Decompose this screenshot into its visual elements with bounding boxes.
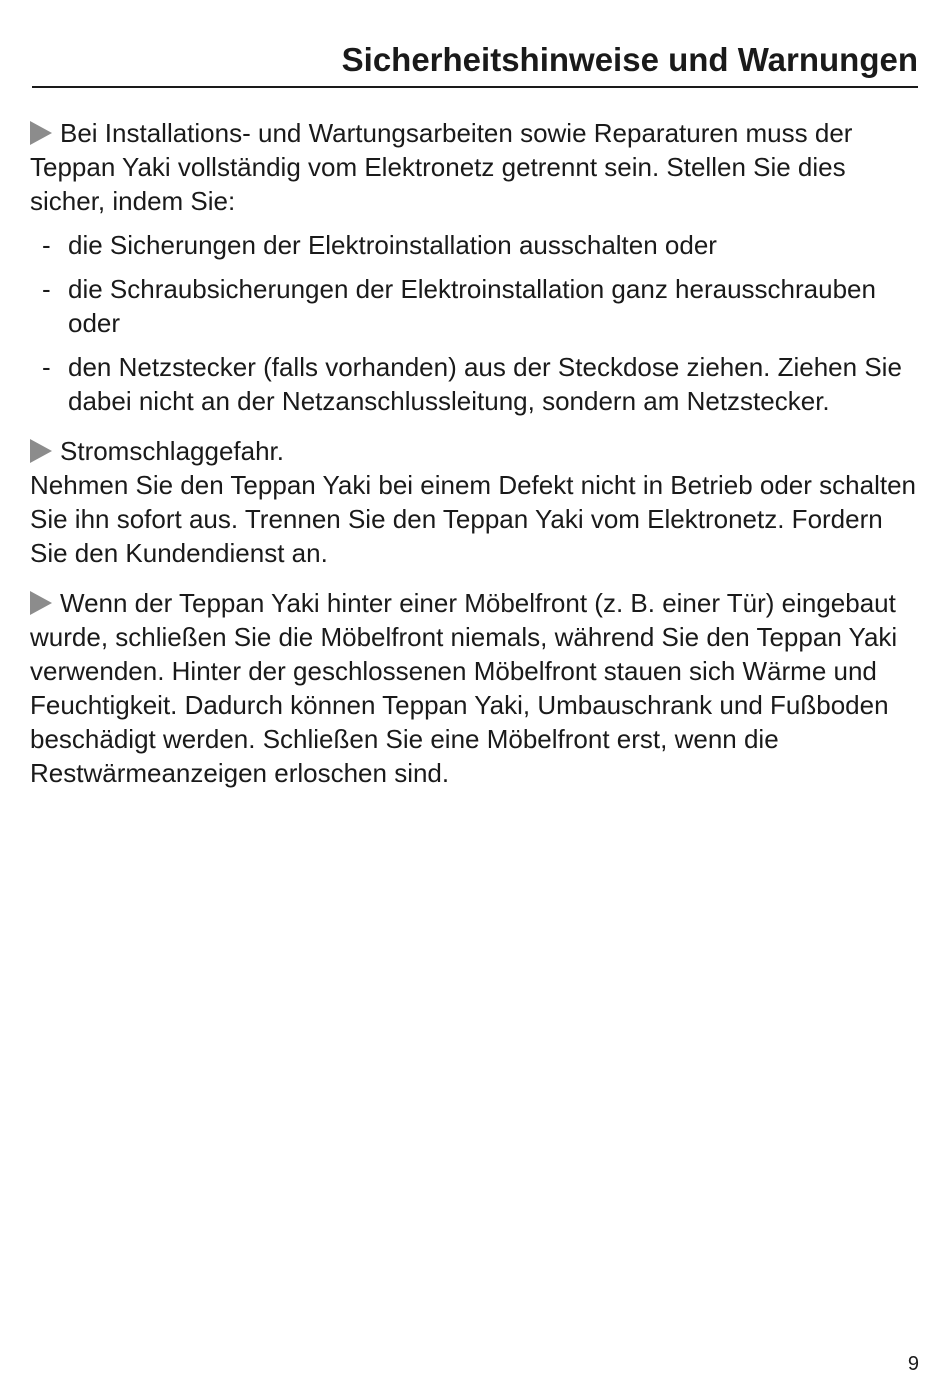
triangle-right-icon xyxy=(30,591,52,615)
furniture-front-warning xyxy=(30,586,920,790)
triangle-right-icon xyxy=(30,121,52,145)
list-item-text: die Schraubsicherungen der Elektroinstallation ganz herausschrauben oder xyxy=(68,274,876,338)
document-body xyxy=(30,116,920,806)
list-item-text: den Netzstecker (falls vorhanden) aus der Steckdose ziehen. Ziehen Sie dabei nicht an der Netzanschlussleitung, sondern am Netzstecker. xyxy=(68,352,902,416)
list-item-text: die Sicherungen der Elektroinstallation ausschalten oder xyxy=(68,230,717,260)
shock-warning xyxy=(30,434,920,570)
list-item xyxy=(30,272,920,340)
title-divider xyxy=(32,86,918,88)
triangle-right-icon xyxy=(30,439,52,463)
list-dash: - xyxy=(42,230,51,260)
list-item xyxy=(30,228,920,262)
page-number: 9 xyxy=(907,1353,919,1375)
shock-body-text: Nehmen Sie den Teppan Yaki bei einem Defekt nicht in Betrieb oder schalten Sie ihn sofort aus. Trennen Sie den Teppan Yaki vom Elektronetz. Fordern Sie den Kundendienst an. xyxy=(30,470,916,568)
furniture-body-text: Wenn der Teppan Yaki hinter einer Möbelfront (z. B. einer Tür) eingebaut wurde, schließen Sie die Möbelfront niemals, während Sie den Teppan Yaki verwenden. Hinter der geschlossenen Möbelfront stauen sich Wärme und Feuchtigkeit. Dadurch können Teppan Yaki, Umbauschrank und Fußboden beschädigt werden. Schließen Sie eine Möbelfront erst, wenn die Restwärmeanzeigen erloschen sind. xyxy=(30,588,898,788)
shock-heading: Stromschlaggefahr. xyxy=(60,436,285,466)
disconnect-options-list xyxy=(30,228,920,418)
installation-intro-text: Bei Installations- und Wartungsarbeiten sowie Reparaturen muss der Teppan Yaki vollständig vom Elektronetz getrennt sein. Stellen Sie dies sicher, indem Sie: xyxy=(30,118,853,216)
page-title: Sicherheitshinweise und Warnungen xyxy=(341,41,918,78)
installation-warning xyxy=(30,116,920,218)
list-dash: - xyxy=(42,352,51,382)
list-item xyxy=(30,350,920,418)
list-dash: - xyxy=(42,274,51,304)
